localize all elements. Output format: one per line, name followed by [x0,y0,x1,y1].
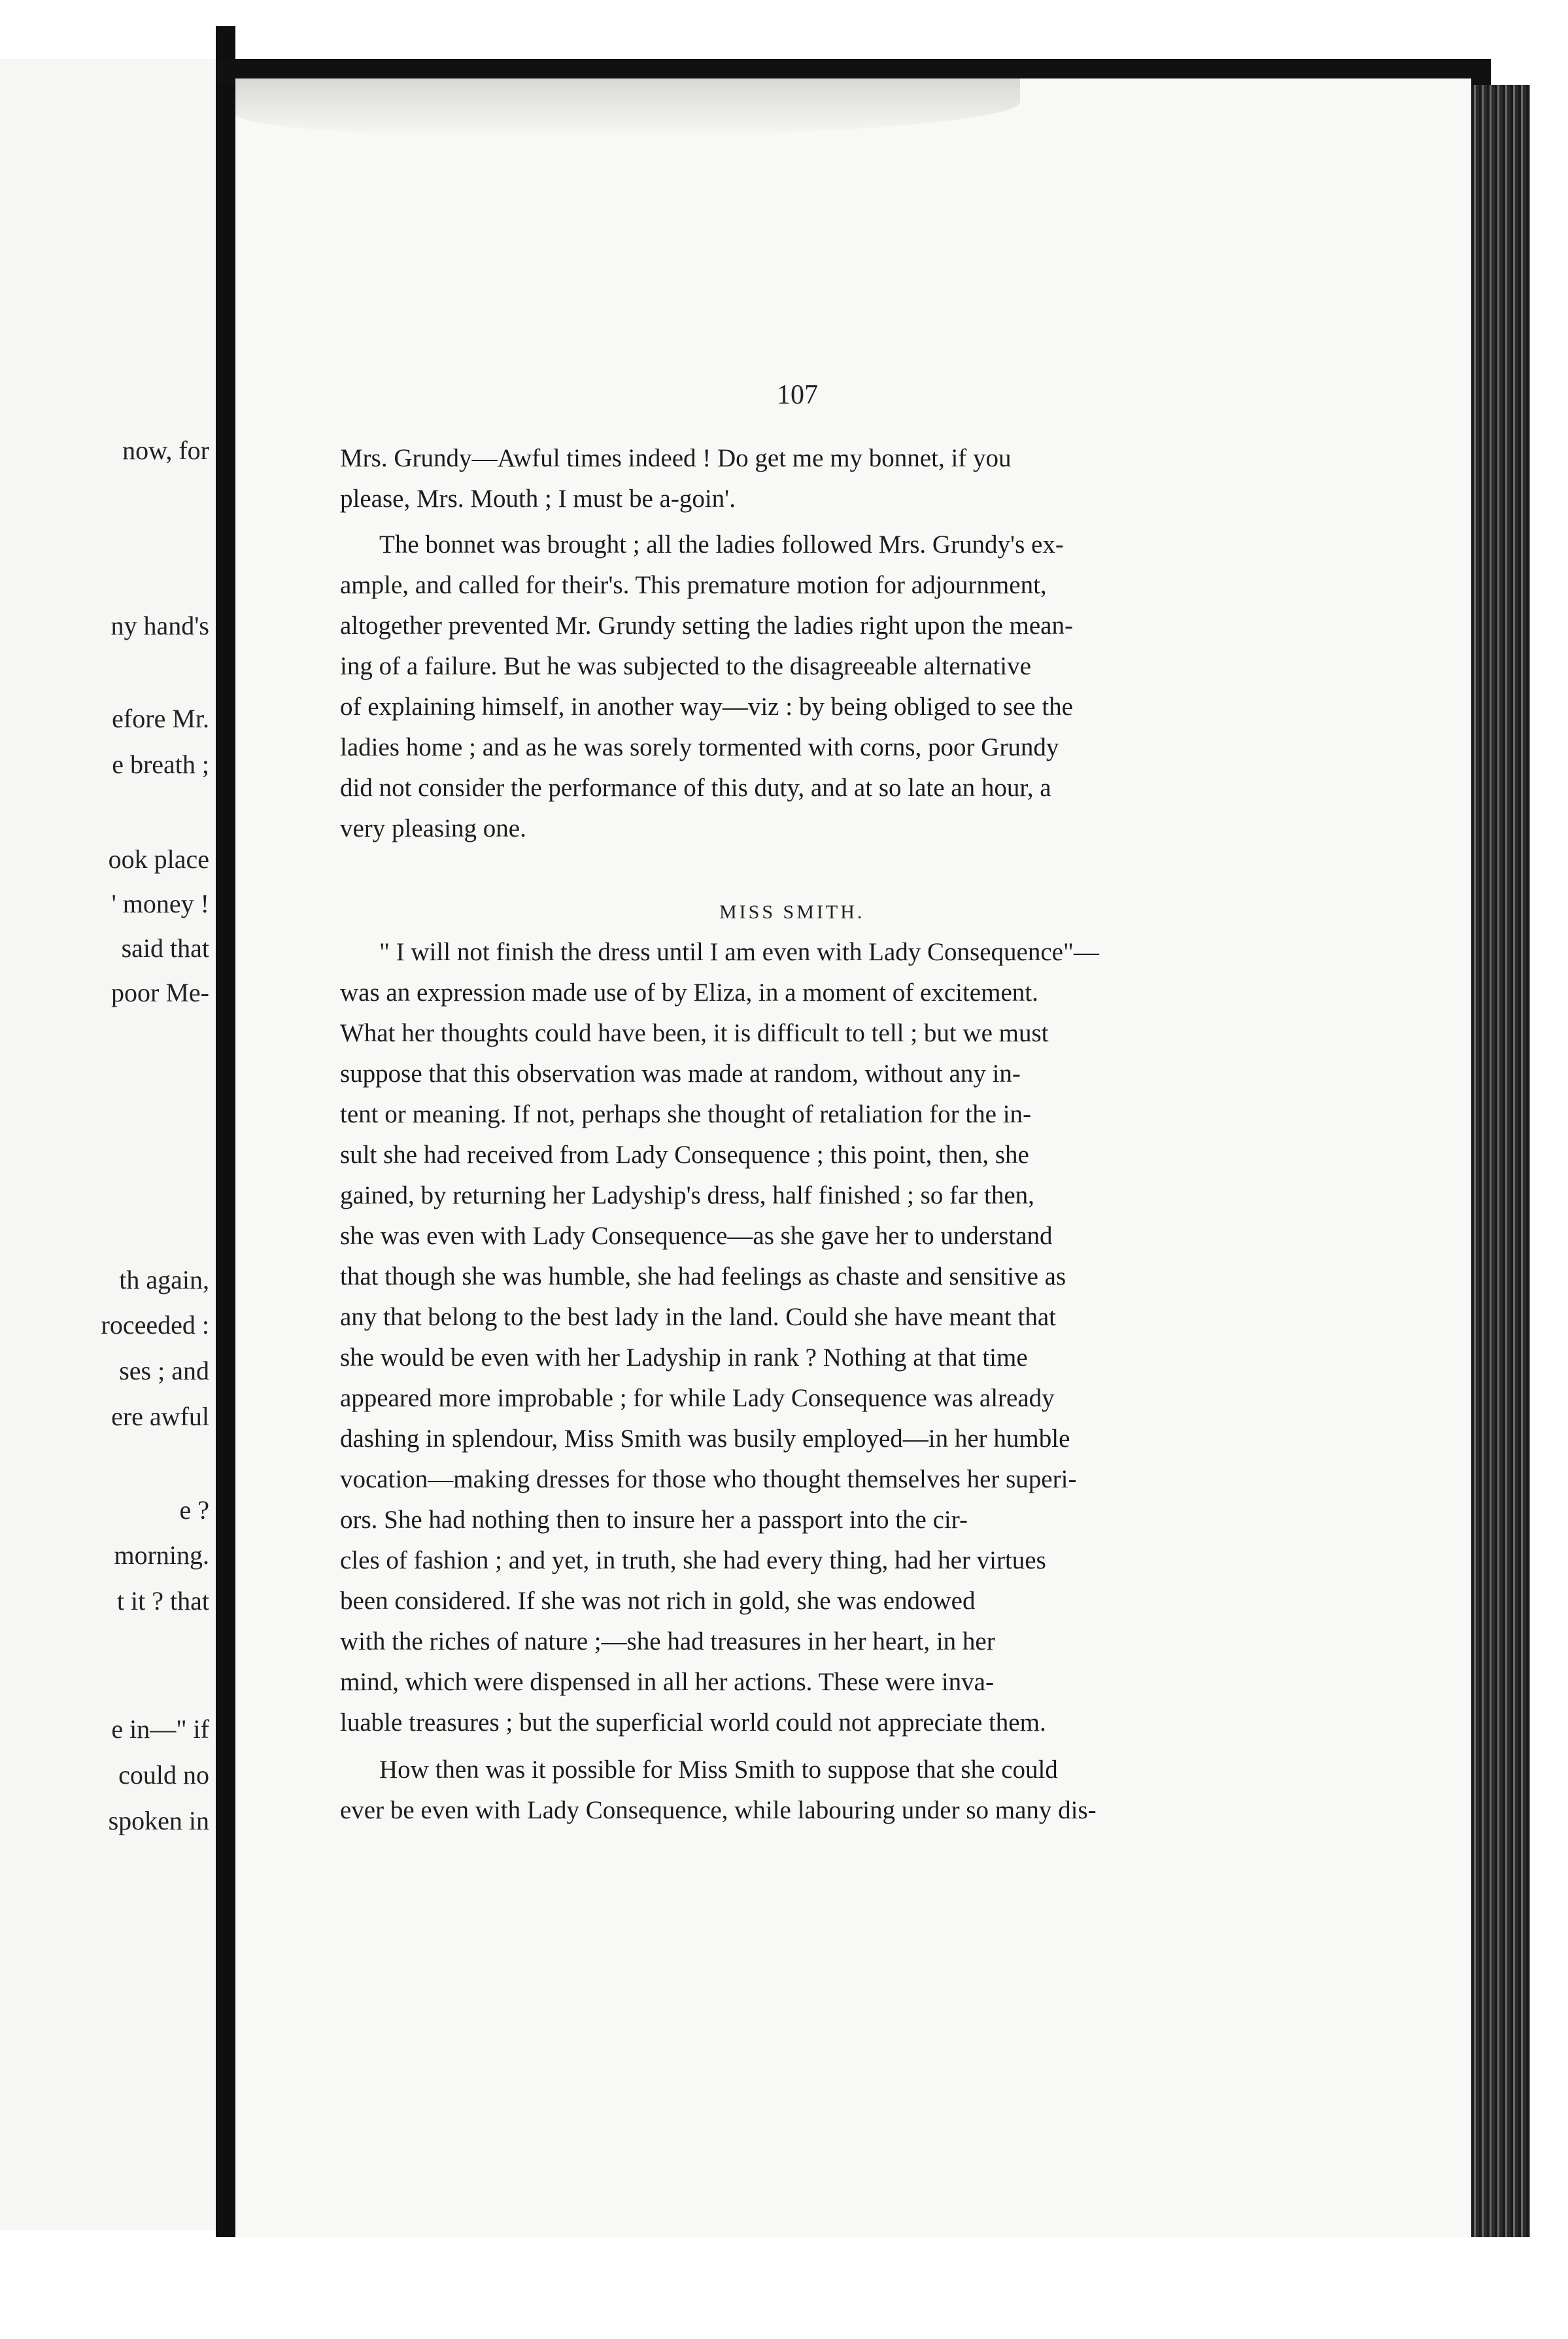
left-page-line: th again, [119,1265,209,1294]
left-page-line: e breath ; [112,750,209,779]
left-page-line: t it ? that [116,1586,209,1616]
text-line: How then was it possible for Miss Smith to suppose that she could [379,1756,1058,1784]
text-line: been considered. If she was not rich in gold, she was endowed [340,1587,976,1615]
left-page-line: ere awful [111,1402,209,1431]
left-page-line: ook place [108,844,209,874]
left-page-line: poor Me- [111,978,209,1007]
text-line: ladies home ; and as he was sorely tormented with corns, poor Grundy [340,733,1059,761]
text-line: ever be even with Lady Consequence, while labouring under so many dis- [340,1796,1097,1824]
text-line: please, Mrs. Mouth ; I must be a-goin'. [340,485,736,513]
text-line: with the riches of nature ;—she had treasures in her heart, in her [340,1627,995,1655]
left-page-line: e ? [179,1495,209,1525]
left-page-line: roceeded : [101,1310,209,1340]
text-line: gained, by returning her Ladyship's dress, half finished ; so far then, [340,1181,1034,1209]
text-line: ors. She had nothing then to insure her a passport into the cir- [340,1506,968,1534]
text-line: Mrs. Grundy—Awful times indeed ! Do get me my bonnet, if you [340,444,1012,472]
text-line: of explaining himself, in another way—viz : by being obliged to see the [340,693,1073,721]
text-line: she would be even with her Ladyship in rank ? Nothing at that time [340,1343,1028,1372]
page-edges [1471,85,1530,2263]
bottom-margin [216,2237,1543,2339]
text-line: that though she was humble, she had feelings as chaste and sensitive as [340,1262,1066,1291]
left-page-line: spoken in [108,1806,209,1835]
text-line: vocation—making dresses for those who thought themselves her superi- [340,1465,1077,1493]
text-line: ample, and called for their's. This premature motion for adjournment, [340,571,1047,599]
text-line: luable treasures ; but the superficial world could not appreciate them. [340,1708,1046,1737]
left-page-line: could no [118,1760,209,1790]
text-line: mind, which were dispensed in all her actions. These were inva- [340,1668,994,1696]
left-page-line: ny hand's [111,611,209,640]
left-page-line: now, for [122,436,209,465]
section-heading: MISS SMITH. [719,901,865,923]
page-number: 107 [777,380,818,410]
left-page-line: e in—" if [111,1714,209,1744]
left-page-line: said that [121,933,209,963]
text-line: any that belong to the best lady in the land. Could she have meant that [340,1303,1056,1331]
text-line: cles of fashion ; and yet, in truth, she had every thing, had her virtues [340,1546,1046,1574]
left-page-line: efore Mr. [112,704,209,733]
text-line: did not consider the performance of this duty, and at so late an hour, a [340,774,1051,802]
left-page-line: ' money ! [111,889,209,918]
left-page-line: ses ; and [119,1356,209,1385]
text-line: " I will not finish the dress until I am even with Lady Consequence"— [379,938,1099,966]
text-line: tent or meaning. If not, perhaps she thought of retaliation for the in- [340,1100,1032,1128]
text-line: dashing in splendour, Miss Smith was busily employed—in her humble [340,1425,1070,1453]
text-line: What her thoughts could have been, it is difficult to tell ; but we must [340,1019,1049,1047]
text-line: altogether prevented Mr. Grundy setting the ladies right upon the mean- [340,612,1073,640]
text-line: was an expression made use of by Eliza, in a moment of excitement. [340,979,1038,1007]
text-line: appeared more improbable ; for while Lady Consequence was already [340,1384,1055,1412]
text-line: ing of a failure. But he was subjected to the disagreeable alternative [340,652,1031,680]
text-line: she was even with Lady Consequence—as she gave her to understand [340,1222,1053,1250]
text-line: suppose that this observation was made at random, without any in- [340,1060,1021,1088]
left-page-line: morning. [114,1540,209,1570]
text-line: The bonnet was brought ; all the ladies followed Mrs. Grundy's ex- [379,530,1064,559]
previous-page-fragment [0,59,216,2230]
book-gutter [216,26,235,2329]
text-line: very pleasing one. [340,814,526,842]
text-line: sult she had received from Lady Consequence ; this point, then, she [340,1141,1029,1169]
